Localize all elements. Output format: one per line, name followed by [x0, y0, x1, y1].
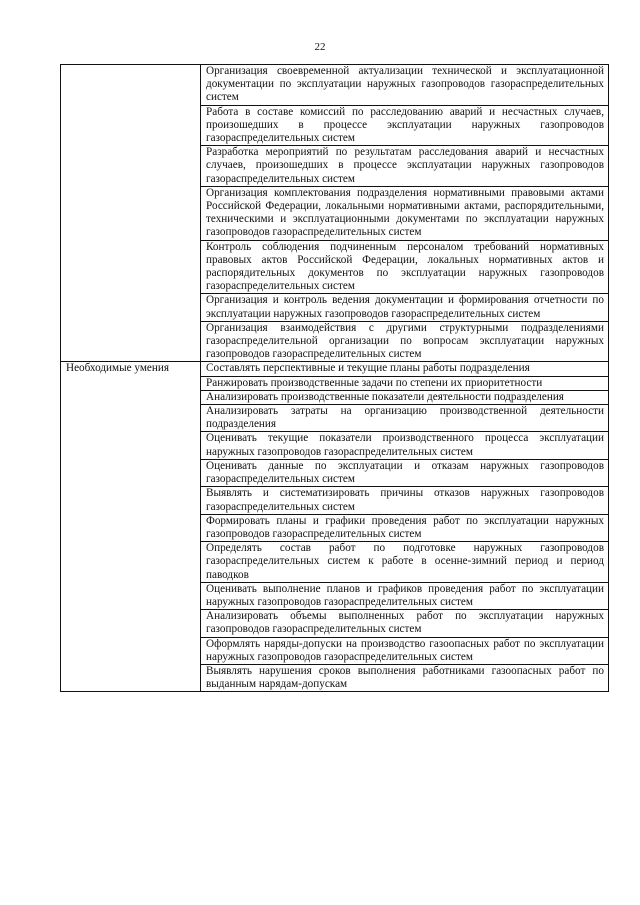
cell-text: Определять состав работ по подготовке наружных газопроводов газораспределительных систем к работе в осенне-зимний период и период паводков — [206, 542, 604, 581]
table-cell — [201, 240, 609, 294]
table-cell — [201, 105, 609, 146]
cell-text: Организация взаимодействия с другими структурными подразделениями газораспределительной организации по вопросам эксплуатации наружных газопроводов газораспределительных систем — [206, 321, 604, 361]
table-cell — [201, 514, 609, 541]
cell-text: Оформлять наряды-допуски на производство газоопасных работ по эксплуатации наружных газопроводов газораспределительных систем — [206, 637, 604, 663]
table-cell — [201, 321, 609, 362]
cell-text: Оценивать данные по эксплуатации и отказам наружных газопроводов газораспределительных систем — [206, 459, 604, 486]
cell-text: Работа в составе комиссий по расследованию аварий и несчастных случаев, произошедших в процессе эксплуатации наружных газопроводов газораспределительных систем — [206, 105, 604, 145]
table-cell — [201, 487, 609, 514]
table-row — [61, 362, 609, 376]
table-cell — [201, 582, 609, 609]
section-label-skills: Необходимые умения — [61, 362, 201, 692]
page-number: 22 — [314, 41, 326, 53]
cell-text: Анализировать объемы выполненных работ по эксплуатации наружных газопроводов газораспределительных систем — [206, 610, 604, 636]
cell-text: Анализировать производственные показатели деятельности подразделения — [206, 390, 564, 403]
table-cell — [201, 376, 609, 390]
table-cell — [201, 294, 609, 321]
cell-text: Организация комплектования подразделения нормативными правовыми актами Российской Федерации, локальными нормативными актами, распорядительными, техническими и эксплуатационными документами по эксплуатации наружных газопроводов газораспределительных систем — [206, 186, 604, 239]
table-row — [61, 65, 609, 106]
table-body — [61, 65, 609, 692]
table-cell — [201, 664, 609, 691]
table-cell — [201, 146, 609, 187]
table-cell — [201, 637, 609, 664]
table-cell — [201, 432, 609, 459]
section-label-labor-actions — [61, 65, 201, 362]
cell-text: Анализировать затраты на организацию производственной деятельности подразделения — [206, 405, 604, 431]
cell-text: Ранжировать производственные задачи по степени их приоритетности — [206, 376, 543, 389]
cell-text: Организация своевременной актуализации технической и эксплуатационной документации по эксплуатации наружных газопроводов газораспределительных систем — [206, 65, 604, 104]
requirements-table — [60, 64, 609, 692]
table-cell — [201, 459, 609, 486]
cell-text: Оценивать текущие показатели производственного процесса эксплуатации наружных газопроводов газораспределительных систем — [206, 432, 604, 458]
table-cell — [201, 186, 609, 240]
table-cell — [201, 390, 609, 404]
table-cell — [201, 542, 609, 583]
cell-text: Выявлять нарушения сроков выполнения работниками газоопасных работ по выданным нарядам-допускам — [206, 664, 604, 691]
cell-text: Контроль соблюдения подчиненным персоналом требований нормативных правовых актов Российской Федерации, локальных нормативных актов и распорядительных документов по эксплуатации наружных газопроводов газораспределительных систем — [206, 240, 604, 293]
cell-text: Составлять перспективные и текущие планы работы подразделения — [206, 362, 530, 375]
cell-text: Выявлять и систематизировать причины отказов наружных газопроводов газораспределительных систем — [206, 487, 604, 513]
cell-text: Организация и контроль ведения документации и формирования отчетности по эксплуатации наружных газопроводов газораспределительных систем — [206, 294, 604, 320]
table-cell — [201, 362, 609, 376]
cell-text: Формировать планы и графики проведения работ по эксплуатации наружных газопроводов газораспределительных систем — [206, 514, 604, 540]
cell-text: Оценивать выполнение планов и графиков проведения работ по эксплуатации наружных газопроводов газораспределительных систем — [206, 582, 604, 608]
table-cell — [201, 65, 609, 106]
table-cell — [201, 610, 609, 637]
table-cell — [201, 405, 609, 432]
cell-text: Разработка мероприятий по результатам расследования аварий и несчастных случаев, произошедших в процессе эксплуатации наружных газопроводов газораспределительных систем — [206, 146, 604, 185]
